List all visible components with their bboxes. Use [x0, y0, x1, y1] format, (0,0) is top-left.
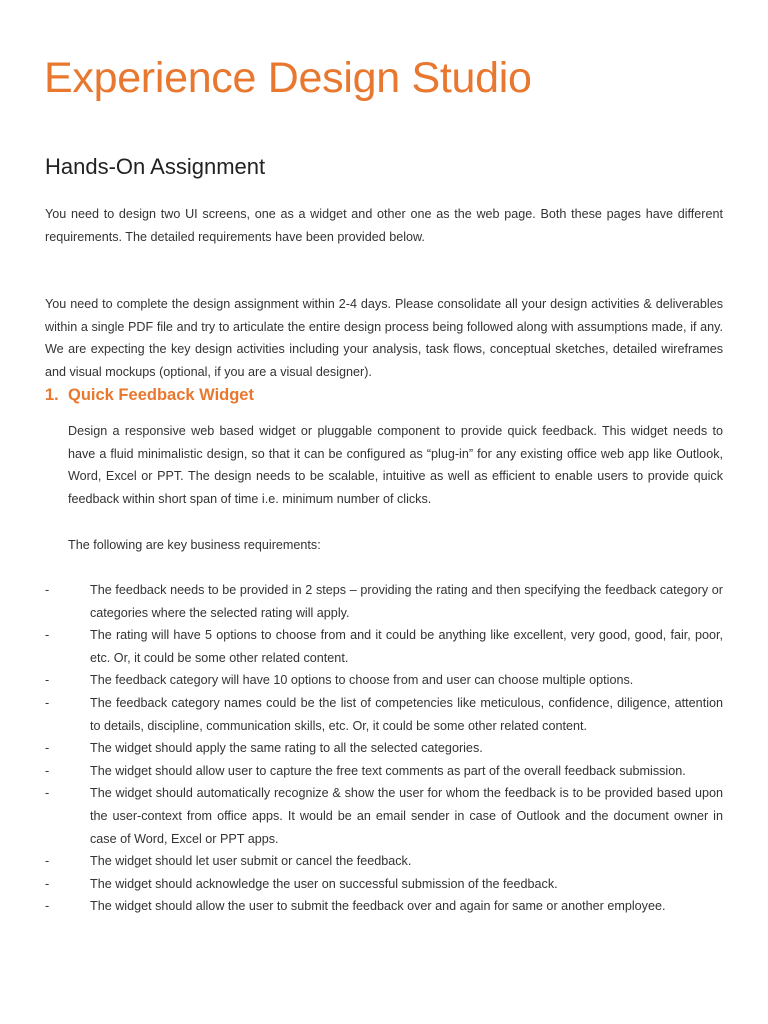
list-item	[45, 669, 723, 692]
intro-paragraph-2: You need to complete the design assignment within 2-4 days. Please consolidate all your design activities & deliverables within a single PDF file and try to articulate the entire design process being followed along with assumptions made, if any. We are expecting the key design activities including your analysis, task flows, conceptual sketches, detailed wireframes and visual mockups (optional, if you are a visual designer).	[45, 297, 723, 379]
bullet-marker: -	[45, 899, 50, 914]
requirement-text: The feedback category names could be the list of competencies like meticulous, confidence, diligence, attention to details, discipline, communication skills, etc. Or, it could be some other related content.	[90, 695, 723, 733]
document-title: Experience Design Studio	[44, 54, 532, 102]
section-description: Design a responsive web based widget or pluggable component to provide quick feedback. This widget needs to have a fluid minimalistic design, so that it can be configured as “plug-in” for any existing office web app like Outlook, Word, Excel or PPT. The design needs to be scalable, intuitive as well as efficient to enable users to provide quick feedback within short span of time i.e. minimum number of clicks.	[68, 424, 723, 506]
section-number: 1.	[45, 386, 59, 404]
list-item	[45, 692, 723, 737]
list-item	[45, 760, 723, 783]
requirements-list	[45, 579, 723, 918]
bullet-marker: -	[45, 763, 50, 778]
bullet-marker: -	[45, 673, 50, 688]
requirement-text: The feedback needs to be provided in 2 steps – providing the rating and then specifying the feedback category or categories where the selected rating will apply.	[90, 583, 723, 620]
list-item	[45, 737, 723, 760]
requirement-text: The widget should let user submit or cancel the feedback.	[90, 854, 412, 869]
list-item	[45, 850, 723, 873]
bullet-marker: -	[45, 583, 50, 597]
bullet-marker: -	[45, 695, 50, 710]
list-item	[45, 624, 723, 669]
requirements-intro: The following are key business requirements:	[68, 538, 321, 552]
bullet-marker: -	[45, 741, 50, 756]
requirement-text: The rating will have 5 options to choose from and it could be anything like excellent, very good, good, fair, poor, etc. Or, it could be some other related content.	[90, 628, 723, 665]
intro-paragraph-1: You need to design two UI screens, one as a widget and other one as the web page. Both these pages have different requirements. The detailed requirements have been provided below.	[45, 207, 723, 244]
requirement-text: The widget should acknowledge the user on successful submission of the feedback.	[90, 876, 558, 891]
requirement-text: The feedback category will have 10 options to choose from and user can choose multiple options.	[90, 673, 634, 688]
bullet-marker: -	[45, 628, 50, 643]
requirement-text: The widget should apply the same rating to all the selected categories.	[90, 741, 483, 756]
list-item	[45, 782, 723, 850]
list-item	[45, 579, 723, 624]
section-heading-text: Quick Feedback Widget	[68, 386, 254, 404]
requirement-text: The widget should automatically recognize & show the user for whom the feedback is to be provided based upon the user-context from office apps. It would be an email sender in case of Outlook and the document owner in case of Word, Excel or PPT apps.	[90, 786, 723, 846]
bullet-marker: -	[45, 876, 50, 891]
document-subtitle: Hands-On Assignment	[45, 154, 266, 179]
list-item	[45, 895, 723, 918]
requirement-text: The widget should allow the user to submit the feedback over and again for same or another employee.	[90, 899, 666, 914]
list-item	[45, 873, 723, 896]
requirement-text: The widget should allow user to capture the free text comments as part of the overall feedback submission.	[90, 763, 686, 778]
bullet-marker: -	[45, 854, 50, 869]
section-heading	[45, 386, 254, 405]
bullet-marker: -	[45, 786, 50, 801]
